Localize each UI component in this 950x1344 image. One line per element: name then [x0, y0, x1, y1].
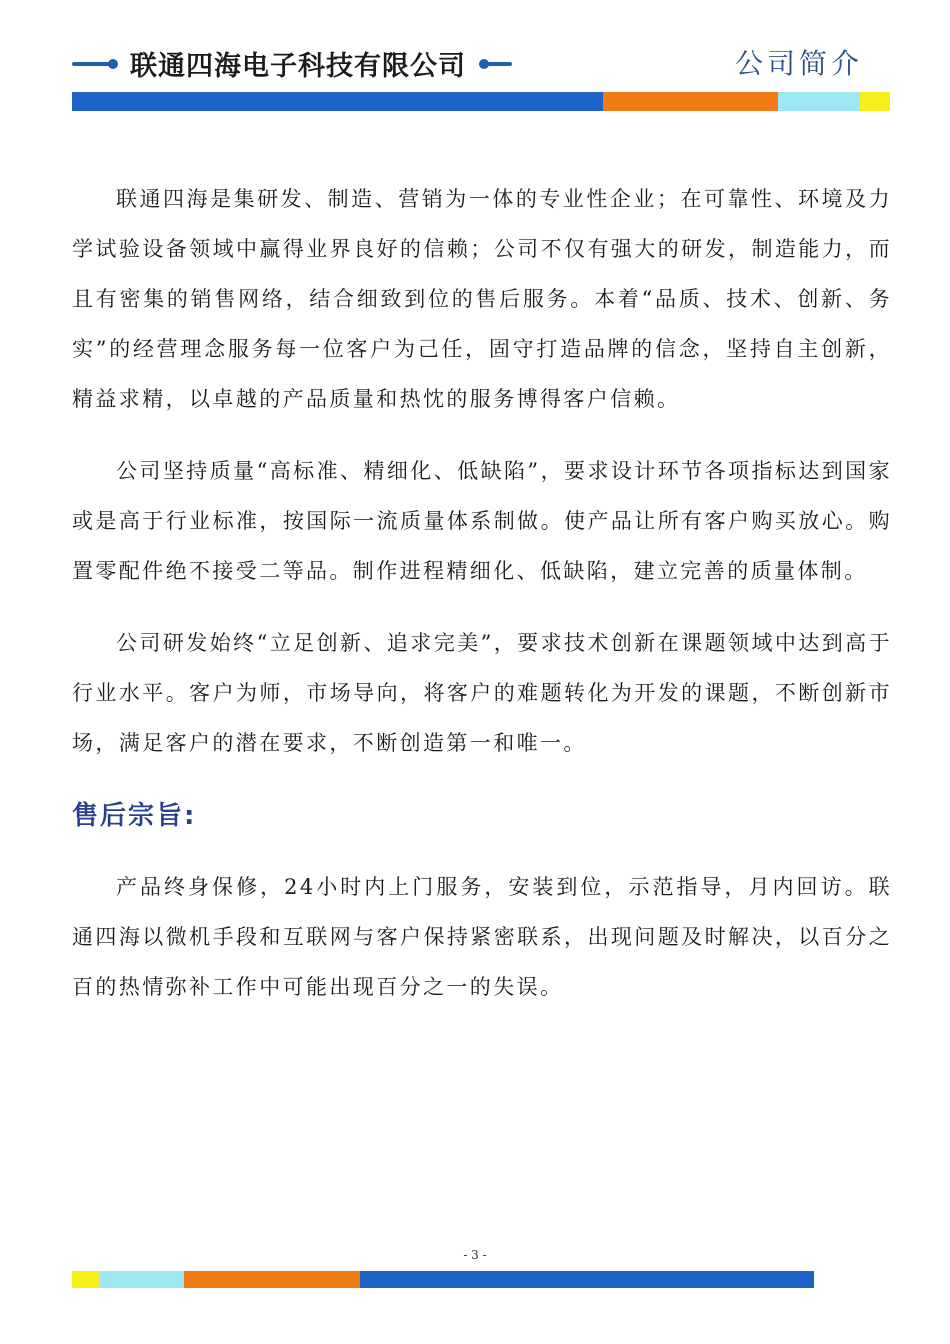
after-sales-paragraph: 产品终身保修，24小时内上门服务，安装到位，示范指导，月内回访。联通四海以微机手段和互联网与客户保持紧密联系，出现问题及时解决，以百分之百的热情弥补工作中可能出现百分之一的失误。	[72, 875, 892, 999]
intro-paragraph: 联通四海是集研发、制造、营销为一体的专业性企业；在可靠性、环境及力学试验设备领域中赢得业界良好的信赖；公司不仅有强大的研发，制造能力，而且有密集的销售网络，结合细致到位的售后服务。本着“品质、技术、创新、务实”的经营理念服务每一位客户为己任，固守打造品牌的信念，坚持自主创新，精益求精，以卓越的产品质量和热忱的服务博得客户信赖。	[72, 187, 892, 411]
quality-paragraph: 公司坚持质量“高标准、精细化、低缺陷”，要求设计环节各项指标达到国家或是高于行业标准，按国际一流质量体系制做。使产品让所有客户购买放心。购置零配件绝不接受二等品。制作进程精细化、低缺陷，建立完善的质量体制。	[72, 459, 892, 583]
section-title: 公司简介	[735, 47, 864, 80]
rnd-paragraph: 公司研发始终“立足创新、追求完美”，要求技术创新在课题领域中达到高于行业水平。客户为师，市场导向，将客户的难题转化为开发的课题，不断创新市场，满足客户的潜在要求，不断创造第一和唯一。	[72, 631, 892, 755]
company-name: 联通四海电子科技有限公司	[130, 51, 466, 82]
header-left-line	[72, 62, 112, 66]
page-number: - 3 -	[463, 1248, 487, 1262]
header-right-line	[485, 62, 512, 66]
header-left-dot-icon	[108, 59, 118, 69]
after-sales-heading: 售后宗旨:	[72, 801, 197, 831]
header-color-band	[72, 92, 890, 111]
footer-color-band	[72, 1271, 814, 1288]
